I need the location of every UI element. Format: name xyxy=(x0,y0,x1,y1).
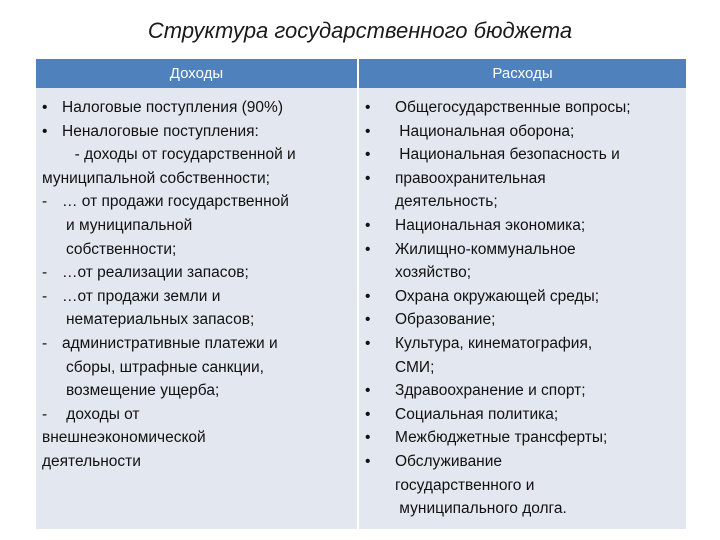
expense-item-text: государственного и xyxy=(395,476,535,494)
expense-item-text: Охрана окружающей среды; xyxy=(395,287,600,305)
income-line xyxy=(42,167,351,191)
bullet-icon: • xyxy=(365,429,371,447)
income-line-text: …от продажи земли и xyxy=(62,287,221,305)
income-line xyxy=(42,285,351,309)
expense-item-text: Общегосударственные вопросы; xyxy=(395,99,631,116)
bullet-icon: • xyxy=(365,146,371,164)
expense-item-text: Социальная политика; xyxy=(395,405,559,423)
dash-marker: - xyxy=(42,264,48,282)
expense-item-text: Национальная оборона; xyxy=(395,122,575,140)
income-cell xyxy=(36,88,358,529)
bullet-icon: • xyxy=(365,287,371,305)
expense-item-text: Национальная безопасность и xyxy=(395,146,620,164)
bullet-icon: • xyxy=(365,405,371,423)
bullet-icon: • xyxy=(365,311,371,329)
expense-item-line xyxy=(365,450,682,474)
income-line-text: доходы от xyxy=(62,405,140,423)
income-line xyxy=(42,261,351,285)
bullet-icon: • xyxy=(365,240,371,258)
income-line xyxy=(42,308,351,332)
income-line xyxy=(42,379,351,403)
income-line xyxy=(42,214,351,238)
dash-marker: - xyxy=(42,287,48,305)
income-line xyxy=(42,190,351,214)
expense-item-text: муниципального долга. xyxy=(395,500,567,518)
expense-item-line xyxy=(365,167,682,191)
bullet-icon xyxy=(365,356,395,380)
expense-item-text: Межбюджетные трансферты; xyxy=(395,429,608,447)
expense-item-line xyxy=(365,96,682,120)
expense-item-line xyxy=(365,474,682,498)
bullet-icon xyxy=(365,497,395,521)
bullet-icon: • xyxy=(365,382,371,400)
income-line xyxy=(42,450,351,474)
page-title: Структура государственного бюджета xyxy=(147,18,573,43)
income-column-header: Доходы xyxy=(36,59,358,88)
income-line-text: деятельности xyxy=(42,452,141,470)
income-line-text: и муниципальной xyxy=(66,216,193,234)
bullet-icon xyxy=(365,261,395,285)
expense-item-text: Здравоохранение и спорт; xyxy=(395,382,586,400)
bullet-icon xyxy=(365,474,395,498)
bullet-icon: • xyxy=(365,169,371,187)
bullet-icon: • xyxy=(365,452,371,470)
budget-table xyxy=(36,59,686,529)
expense-item-line xyxy=(365,332,682,356)
income-line-text: - доходы от государственной и xyxy=(66,146,296,164)
expense-item-line xyxy=(365,379,682,403)
dash-marker: - xyxy=(42,334,48,352)
income-line xyxy=(42,403,351,427)
expense-item-text: Обслуживание xyxy=(395,452,503,470)
expenses-column-header: Расходы xyxy=(358,59,686,88)
bullet-icon: • xyxy=(42,122,48,140)
bullet-icon: • xyxy=(365,122,371,140)
income-line-text: нематериальных запасов; xyxy=(66,311,255,329)
income-line-text: … от продажи государственной xyxy=(62,193,289,211)
income-line xyxy=(42,426,351,450)
expense-item-text: Жилищно-коммунальное xyxy=(395,240,576,258)
expenses-cell xyxy=(358,88,686,529)
expense-item-text: Национальная экономика; xyxy=(395,216,586,234)
expense-item-line xyxy=(365,285,682,309)
income-line-text: Налоговые поступления (90%) xyxy=(62,99,283,116)
income-line xyxy=(42,96,351,120)
income-line-text: муниципальной собственности; xyxy=(42,169,270,187)
expense-item-text: деятельность; xyxy=(395,193,498,211)
expense-item-text: правоохранительная xyxy=(395,169,546,187)
income-line-text: возмещение ущерба; xyxy=(66,382,220,400)
income-line-text: внешнеэкономической xyxy=(42,429,206,447)
expense-item-line xyxy=(365,426,682,450)
expense-item-line xyxy=(365,238,682,262)
expense-item-text: СМИ; xyxy=(395,358,435,376)
expense-item-text: Образование; xyxy=(395,311,496,329)
income-line xyxy=(42,143,351,167)
bullet-icon: • xyxy=(42,99,48,116)
income-line xyxy=(42,332,351,356)
table-body-row xyxy=(36,88,686,529)
income-line xyxy=(42,356,351,380)
income-line xyxy=(42,238,351,262)
income-line-text: сборы, штрафные санкции, xyxy=(66,358,264,376)
income-line xyxy=(42,120,351,144)
table-header-row xyxy=(36,59,686,88)
expense-item-line xyxy=(365,497,682,521)
dash-marker: - xyxy=(42,405,48,423)
income-line-text: административные платежи и xyxy=(62,334,278,352)
income-line-text: …от реализации запасов; xyxy=(62,264,249,282)
bullet-icon: • xyxy=(365,216,371,234)
income-line-text: Неналоговые поступления: xyxy=(62,122,259,140)
bullet-icon: • xyxy=(365,334,371,352)
expense-item-line xyxy=(365,190,682,214)
expense-item-line xyxy=(365,214,682,238)
dash-marker: - xyxy=(42,193,48,211)
expense-item-line xyxy=(365,308,682,332)
expense-item-line xyxy=(365,403,682,427)
bullet-icon xyxy=(365,190,395,214)
expense-item-line xyxy=(365,120,682,144)
expense-item-text: Культура, кинематография, xyxy=(395,334,593,352)
expense-item-line xyxy=(365,356,682,380)
expense-item-line xyxy=(365,143,682,167)
expense-item-text: хозяйство; xyxy=(395,264,472,282)
income-line-text: собственности; xyxy=(66,240,177,258)
bullet-icon: • xyxy=(365,99,371,116)
expense-item-line xyxy=(365,261,682,285)
